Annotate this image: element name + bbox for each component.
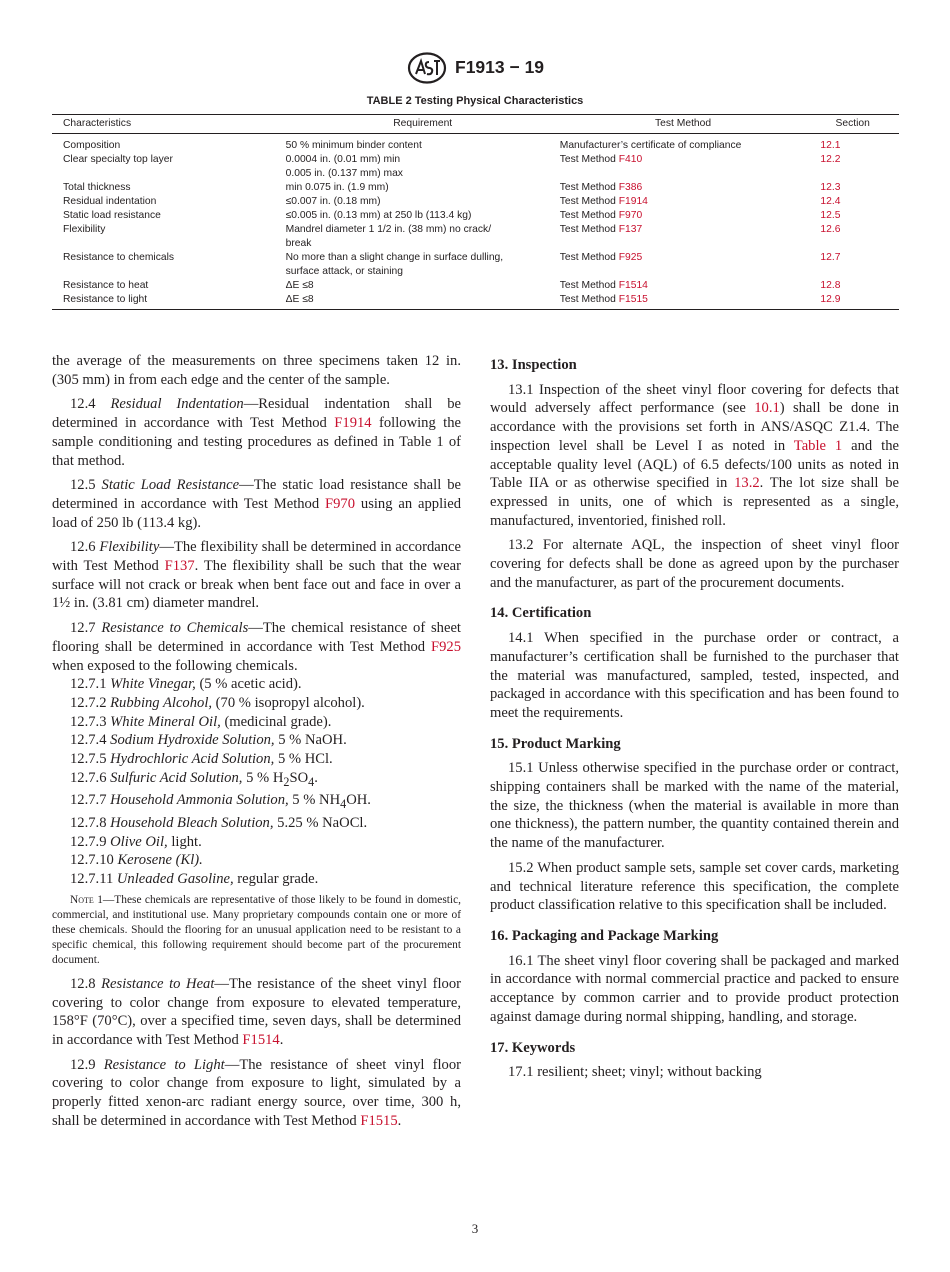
chemical-item: [70, 750, 461, 769]
subscript: 4: [308, 774, 315, 789]
requirement-line: break: [285, 238, 312, 249]
requirement-line: No more than a slight change in surface dulling,: [285, 252, 504, 263]
characteristic-cell: Total thickness: [63, 182, 131, 193]
chemical-text: SO: [289, 769, 309, 786]
subscript: 2: [283, 774, 290, 789]
chemical-name: Household Ammonia Solution,: [110, 792, 289, 809]
requirement-cell: [286, 195, 560, 209]
section-text: —The chemical resistance of sheet flooring shall be determined in accordance with Test Method: [52, 620, 461, 655]
table-row: [52, 251, 899, 279]
section-reference-link[interactable]: 12.9: [806, 293, 899, 310]
chemical-list: [52, 675, 461, 769]
chemical-item: [70, 769, 461, 792]
requirement-cell: [286, 209, 560, 223]
chemical-item: [70, 731, 461, 750]
note-label: Note 1: [70, 893, 103, 906]
section-reference-link[interactable]: 12.7: [820, 252, 841, 263]
chemical-item: [70, 814, 461, 833]
section-text: 13.1 Inspection of the sheet vinyl floor covering for defects that would adversely affect performance (see: [490, 381, 899, 417]
section-text: .: [279, 1031, 284, 1048]
table-row: [52, 293, 899, 310]
reference-link[interactable]: F137: [164, 558, 195, 575]
section-number: 12.9: [70, 1056, 96, 1073]
requirement-line: ≤0.005 in. (0.13 mm) at 250 lb (113.4 kg): [285, 210, 472, 221]
section-reference-link[interactable]: 12.1: [820, 140, 841, 151]
method-text: Test Method: [559, 196, 619, 207]
section-text: . The lot size shall be expressed in units, one of which is represented as a single, manufactured, inventoried, finished roll.: [490, 475, 899, 529]
item-number: 12.7.1: [70, 676, 111, 693]
section-title: Residual Indentation: [110, 396, 244, 413]
reference-link[interactable]: F970: [325, 495, 356, 512]
section-text: —The resistance of the sheet vinyl floor covering to color change from exposure to elevated temperature, 158°F (70°C), over a specified time, seven days, shall be determined in accordance with Test Method: [52, 975, 461, 1048]
chemical-name: Sulfuric Acid Solution,: [110, 769, 243, 786]
chemical-text: OH.: [346, 792, 371, 809]
method-reference-link[interactable]: F1515: [618, 294, 648, 305]
table-row: [52, 209, 899, 223]
method-text: Manufacturer’s certificate of compliance: [559, 140, 742, 151]
characteristic-cell: Flexibility: [63, 224, 106, 235]
chemical-text: 5 % H: [242, 769, 284, 786]
requirement-line: min 0.075 in. (1.9 mm): [285, 182, 389, 193]
section-12-8: [52, 975, 461, 1050]
chemical-text: 5 % NaOH.: [274, 732, 347, 749]
section-text: . The flexibility shall be such that the wear surface will not crack or break when bent face out and face in over a 1½ in. (3.81 cm) diameter mandrel.: [52, 558, 461, 612]
method-reference-link[interactable]: F1914: [618, 196, 648, 207]
characteristic-cell: Clear specialty top layer: [63, 154, 173, 165]
requirement-line: 0.005 in. (0.137 mm) max: [285, 168, 403, 179]
reference-link[interactable]: Table 1: [793, 437, 843, 454]
test-method-cell: [560, 209, 807, 223]
section-12-6: [52, 538, 461, 613]
chemical-text: (medicinal grade).: [220, 713, 332, 730]
section-title: Flexibility: [99, 539, 160, 556]
item-number: 12.7.8: [70, 814, 111, 831]
section-text: when exposed to the following chemicals.: [52, 657, 298, 674]
right-column: [490, 352, 899, 1088]
section-number: 12.7: [70, 620, 96, 637]
method-text: Test Method: [559, 182, 619, 193]
section-text: —The flexibility shall be determined in accordance with Test Method: [52, 539, 461, 575]
section-15-2: 15.2 When product sample sets, sample set cover cards, marketing and technical literature reference this specification, the complete product classification relative to this specification shall be included.: [490, 859, 899, 914]
chemical-name: White Mineral Oil,: [110, 713, 221, 730]
requirement-line: ≤0.007 in. (0.18 mm): [285, 196, 381, 207]
test-method-cell: [560, 195, 807, 209]
section-reference-link[interactable]: 12.8: [820, 280, 841, 291]
method-reference-link[interactable]: F1514: [618, 280, 648, 291]
chemical-name: Unleaded Gasoline,: [116, 871, 234, 888]
test-method-cell: [560, 223, 807, 251]
chemical-item: [70, 713, 461, 732]
table-title: TABLE 2 Testing Physical Characteristics: [366, 95, 584, 107]
requirement-line: 50 % minimum binder content: [285, 140, 422, 151]
section-number: 12.6: [70, 539, 96, 556]
section-reference-link[interactable]: 12.4: [820, 196, 841, 207]
reference-link[interactable]: 10.1: [754, 400, 780, 417]
chemical-name: Kerosene (Kl).: [117, 852, 203, 869]
chemical-item: [70, 675, 461, 694]
requirement-line: ΔE ≤8: [285, 280, 314, 291]
chemical-item: [70, 851, 461, 870]
chemical-text: (5 % acetic acid).: [195, 676, 302, 693]
requirement-cell: [286, 251, 560, 279]
chemical-text: .: [314, 769, 318, 786]
chemical-text: 5.25 % NaOCl.: [273, 814, 368, 831]
requirement-cell: [286, 279, 560, 293]
test-method-cell: [560, 134, 807, 154]
item-number: 12.7.3: [70, 713, 111, 730]
section-16-1: 16.1 The sheet vinyl floor covering shall be packaged and marked in accordance with normal commercial practice and packed to ensure acceptance by common carrier and to provide product protection against damage during normal shipping, handling, and storage.: [490, 952, 899, 1025]
column-header: Requirement: [286, 115, 560, 134]
requirement-line: 0.0004 in. (0.01 mm) min: [285, 154, 401, 165]
section-reference-link[interactable]: 12.2: [820, 154, 841, 165]
characteristic-cell: Static load resistance: [63, 210, 161, 221]
table-header-row: [52, 115, 899, 134]
item-number: 12.7.6: [70, 769, 107, 786]
section-number: 12.8: [70, 975, 96, 992]
chemical-list: [52, 814, 461, 889]
table-row: [52, 223, 899, 251]
item-number: 12.7.11: [70, 871, 117, 888]
section-reference-link[interactable]: 12.5: [820, 210, 841, 221]
page-header: [0, 52, 950, 88]
method-text: Test Method: [559, 210, 619, 221]
heading-certification: 14. Certification: [490, 605, 592, 622]
requirement-cell: [286, 134, 560, 154]
table-row: [52, 195, 899, 209]
item-number: 12.7.4: [70, 732, 111, 749]
paragraph-average: the average of the measurements on three specimens taken 12 in. (305 mm) in from each edge and the center of the sample.: [52, 353, 461, 388]
characteristic-cell: Composition: [63, 140, 121, 151]
standard-designation: F1913 − 19: [455, 57, 545, 77]
section-text: —The resistance of sheet vinyl floor covering to color change from exposure to light, simulated by a properly fitted xenon-arc radiant energy source, over time, 300 h, shall be determined in accordance with Test Method: [52, 1056, 461, 1129]
section-number: 12.5: [70, 477, 96, 494]
note-1: [52, 893, 461, 968]
method-reference-link[interactable]: F970: [618, 210, 643, 221]
section-14-1: 14.1 When specified in the purchase order or contract, a manufacturer’s certification shall be furnished to the purchaser that the material was manufactured, sampled, tested, inspected, and packaged in accordance with this specification and has been found to meet the requirements.: [490, 630, 899, 721]
method-reference-link[interactable]: F386: [618, 182, 643, 193]
chemical-text: (70 % isopropyl alcohol).: [212, 694, 365, 711]
section-15-1: 15.1 Unless otherwise specified in the purchase order or contract, shipping containers shall be marked with the name of the material, the size, the thickness (when the material is available in more than one thickness), the pattern number, the quantity contained therein and the name of the manufacturer.: [490, 760, 899, 852]
section-12-4: [52, 395, 461, 470]
section-12-5: [52, 476, 461, 532]
chemical-item: [70, 870, 461, 889]
table-row: [52, 134, 899, 154]
table-row: [52, 153, 899, 181]
test-method-cell: [560, 293, 807, 310]
test-method-cell: [560, 153, 807, 181]
test-method-cell: [560, 251, 807, 279]
characteristic-cell: Resistance to heat: [63, 280, 149, 291]
chemical-text: 5 % HCl.: [274, 751, 333, 768]
test-method-cell: [560, 279, 807, 293]
section-text: following the sample conditioning and testing procedures as defined in Table 1 of that method.: [52, 415, 461, 469]
item-number: 12.7.5: [70, 751, 111, 768]
chemical-text: 5 % NH: [288, 792, 341, 809]
section-text: —Residual indentation shall be determined in accordance with Test Method: [52, 396, 461, 432]
heading-product-marking: 15. Product Marking: [490, 735, 621, 752]
method-text: Test Method: [559, 224, 619, 235]
section-text: —The static load resistance shall be determined in accordance with Test Method: [52, 477, 461, 512]
characteristic-cell: Residual indentation: [63, 196, 157, 207]
section-number: 12.4: [70, 396, 96, 413]
chemical-item: [70, 791, 461, 814]
section-title: Resistance to Light: [103, 1056, 225, 1073]
reference-link[interactable]: 13.2: [734, 475, 760, 492]
characteristic-cell: Resistance to chemicals: [63, 252, 175, 263]
requirement-cell: [286, 223, 560, 251]
heading-packaging: 16. Packaging and Package Marking: [490, 927, 719, 944]
requirement-line: Mandrel diameter 1 1/2 in. (38 mm) no crack/: [285, 224, 492, 235]
chemical-name: White Vinegar,: [110, 676, 196, 693]
section-title: Static Load Resistance: [101, 477, 240, 494]
column-header: Characteristics: [52, 115, 286, 134]
section-text: .: [397, 1112, 402, 1129]
method-text: Test Method: [559, 294, 619, 305]
section-text: and the acceptable quality level (AQL) of 6.5 defects/100 units as noted in Table IIA or as otherwise specified in: [490, 437, 899, 492]
chemical-item: [70, 833, 461, 852]
method-reference-link[interactable]: F137: [618, 224, 643, 235]
section-17-1: 17.1 resilient; sheet; vinyl; without backing: [508, 1064, 762, 1081]
section-13-2: 13.2 For alternate AQL, the inspection of sheet vinyl floor covering for defects shall be done as agreed upon by the purchaser and the manufacturer, as part of the procurement documents.: [490, 537, 899, 591]
item-number: 12.7.7: [70, 792, 107, 809]
page-number: 3: [471, 1221, 479, 1236]
reference-link[interactable]: F1514: [242, 1031, 280, 1048]
method-reference-link[interactable]: F925: [618, 252, 643, 263]
section-reference-link[interactable]: 12.6: [820, 224, 841, 235]
heading-inspection: 13. Inspection: [490, 357, 577, 373]
heading-keywords: 17. Keywords: [490, 1039, 576, 1056]
section-12-7: [52, 619, 461, 675]
item-number: 12.7.10: [70, 852, 118, 869]
chemical-text: light.: [167, 833, 202, 850]
requirement-line: ΔE ≤8: [285, 294, 314, 305]
subscript: 4: [340, 797, 347, 812]
section-reference-link[interactable]: 12.3: [820, 182, 841, 193]
astm-logo-icon: [407, 52, 447, 84]
chemical-item: [70, 694, 461, 713]
chemical-name: Rubbing Alcohol,: [110, 694, 213, 711]
physical-characteristics-table: [52, 114, 899, 310]
note-text: —These chemicals are representative of those likely to be found in domestic, commercial, and institutional use. Many proprietary compounds contain one or more of these chemicals. Should the flooring for an unusual application need to be resistant to a specific chemical, this following requirement should become part of the procurement document.: [52, 893, 461, 966]
chemical-name: Sodium Hydroxide Solution,: [110, 732, 275, 749]
chemical-name: Hydrochloric Acid Solution,: [110, 751, 275, 768]
method-text: Test Method: [559, 280, 619, 291]
reference-link[interactable]: F1515: [360, 1112, 398, 1129]
requirement-line: surface attack, or staining: [285, 266, 403, 277]
requirement-cell: [286, 153, 560, 181]
section-text: ) shall be done in accordance with the provisions set forth in ANS/ASQC Z1.4. The inspection level shall be Level I as noted in: [490, 400, 899, 454]
requirement-cell: [286, 181, 560, 195]
test-method-cell: [560, 181, 807, 195]
left-column: [52, 352, 461, 1136]
chemical-name: Olive Oil,: [110, 833, 168, 850]
reference-link[interactable]: F925: [430, 638, 461, 655]
item-number: 12.7.9: [70, 833, 111, 850]
chemical-text: regular grade.: [233, 871, 319, 888]
item-number: 12.7.2: [70, 694, 111, 711]
section-title: Resistance to Heat: [101, 975, 215, 992]
requirement-cell: [286, 293, 560, 310]
section-12-9: [52, 1056, 461, 1131]
table-row: [52, 279, 899, 293]
column-header: Test Method: [560, 115, 807, 134]
reference-link[interactable]: F1914: [334, 415, 372, 432]
section-title: Resistance to Chemicals: [101, 620, 249, 637]
characteristic-cell: Resistance to light: [52, 293, 286, 310]
section-text: using an applied load of 250 lb (113.4 kg).: [52, 495, 461, 531]
method-reference-link[interactable]: F410: [618, 154, 643, 165]
chemical-name: Household Bleach Solution,: [110, 814, 274, 831]
column-header: Section: [806, 115, 899, 134]
method-text: Test Method: [559, 154, 619, 165]
table-row: [52, 181, 899, 195]
method-text: Test Method: [559, 252, 619, 263]
section-13-1: [490, 381, 899, 531]
